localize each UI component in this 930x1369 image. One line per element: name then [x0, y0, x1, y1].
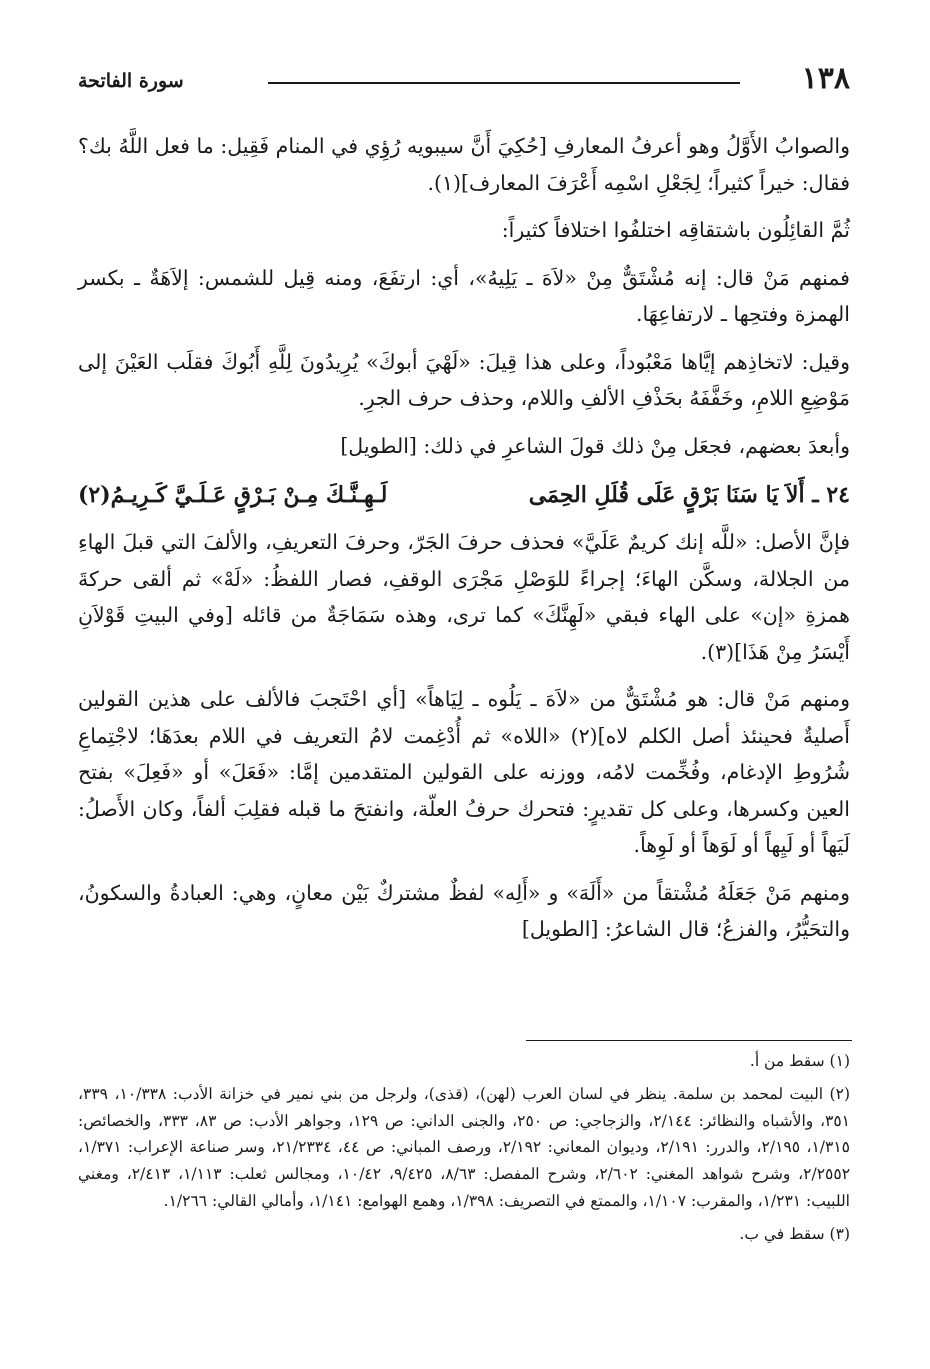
paragraph: فإنَّ الأصل: «للَّه إنك كريمٌ عَلَيَّ» فحذف حرفَ الجَرّ، وحرفَ التعريفِ، والألفَ التي قبلَ الهاءِ من الجلالة، وسكَّن الهاءَ؛ إجراءً للوَصْلِ مَجْرَى الوقفِ، فصار اللفظُ: «لَهْ» ثم ألقى حركةَ همزةِ «إن» على الهاء فبقي «لَهِنَّكَ» كما ترى، وهذه سَمَاجَةٌ من قائله [وفي البيتِ قَوْلاَنِ أَيْسَرُ مِنْ هَذَا](٣). [78, 530, 850, 664]
page-header [78, 62, 850, 102]
footnote: (١) سقط من أ. [749, 1052, 850, 1070]
verse-first-hemistich: ٢٤ ـ أَلاَ يَا سَنَا بَرْقٍ عَلَى قُلَلِ الحِمَى [528, 482, 850, 508]
poetry-verse [78, 475, 850, 515]
paragraph: ومنهم مَنْ قال: هو مُشْتَقٌّ من «لاَهَ ـ يَلُوه ـ لِيَاهاً» [أي احْتَجبَ فالألف على هذين القولين أَصليةٌ فحينئذ أصل الكلم لاه](٢) «اللاه» ثم أُدْغِمت لامُ التعريف في اللام بعدَهَا؛ لاجْتِماعِ شُرُوطِ الإدغام، وفُخِّمت لامُه، ووزنه على القولين المتقدمين إمَّا: «فَعَلَ» أو «فَعِلَ» بفتح العين وكسرها، وعلى كل تقديرٍ: فتحرك حرفُ العلّة، وانفتحَ ما قبله فقلِبَ ألفاً، وكان الأَصلُ: لَيَهاً أو لَيِهاً أو لَوَهاً أو لَوِهاً. [78, 687, 851, 857]
verse-second-hemistich: لَـهِـنَّـكَ مِـنْ بَـرْقٍ عَـلَـيَّ كَـرِيـمُ(٢) [78, 482, 388, 508]
footnote-divider [526, 1040, 852, 1041]
footnotes [78, 1048, 850, 1248]
main-text [78, 128, 850, 959]
paragraph: والصوابُ الأَوَّلُ وهو أعرفُ المعارفِ [حُكِيَ أَنَّ سيبويه رُؤِي في المنام فَقِيل: ما فعل اللَّهُ بك؟ فقال: خيراً كثيراً؛ لِجَعْلِ اسْمِه أَعْرَفَ المعارف](١). [78, 134, 850, 195]
footnote: (٣) سقط في ب. [739, 1224, 850, 1243]
header-rule [268, 82, 740, 84]
page-number: ١٣٨ [801, 61, 850, 96]
paragraph: ومنهم مَنْ جَعَلَهُ مُشْتقاً من «أَلَهَ» و «أَلِه» لفظٌ مشتركٌ بَيْن معانٍ، وهي: العبادةُ والسكونُ، والتحَيُّرُ، والفزعُ؛ قال الشاعرُ: [الطويل] [78, 880, 850, 941]
paragraph: ثُمَّ القائِلُون باشتقاقِه اختلفُوا اختلافاً كثيراً: [501, 218, 850, 242]
paragraph: وأبعدَ بعضهم، فجعَل مِنْ ذلك قولَ الشاعرِ في ذلك: [الطويل] [340, 433, 850, 458]
footnote: (٢) البيت لمحمد بن سلمة. ينظر في لسان العرب (لهن)، (قذى)، ولرجل من بني نمير في خزانة الأدب: ١٠/٣٣٨، ٣٣٩، ٣٥١، والأشباه والنظائر: ٢/١٤٤، والزجاجي: ص ٢٥٠، والجنى الداني: ص ١٢٩، وجواهر الأدب: ص ٨٣، ٣٣٣، والخصائص: ١/٣١٥، ٢/١٩٥، والدرر: ٢/١٩١، وديوان المعاني: ٢/١٩٢، ورصف المباني: ص ٤٤، ٢١/٢٣٣٤، وسر صناعة الإعراب: ١/٣٧١، ٢/٢٥٥٢، وشرح شواهد المغني: ٢/٦٠٢، وشرح المفصل: ٨/٦٣، ٩/٤٢٥، ١٠/٤٢، ومجالس ثعلب: ١/١١٣، ٢/٤١٣، ومغني اللبيب: ١/٢٣١، والمقرب: ١/١٠٧، والممتع في التصريف: ١/٣٩٨، وهمع الهوامع: ١/١٤١، وأمالي القالي: ١/٢٦٦. [78, 1084, 851, 1210]
paragraph: فمنهم مَنْ قال: إنه مُشْتَقٌّ مِنْ «لاَهَ ـ يَلِيهُ»، أي: ارتفَعَ، ومنه قِيل للشمس: إلاَهَةٌ ـ بكسر الهمزة وفتحِها ـ لارتفاعِهَا. [78, 265, 850, 326]
paragraph: وقيل: لاتخاذِهم إيَّاها مَعْبُوداً، وعلى هذا قِيلَ: «لَهْيَ أبوكَ» يُرِيدُونَ لِلَّهِ أَبُوكَ فقلَب العَيْنَ إلى مَوْضِعِ اللامِ، وخَفَّفَهُ بحَذْفِ الألفِ واللام، وحذف حرف الجرِ. [78, 349, 850, 410]
chapter-title: سورة الفاتحة [78, 70, 184, 92]
